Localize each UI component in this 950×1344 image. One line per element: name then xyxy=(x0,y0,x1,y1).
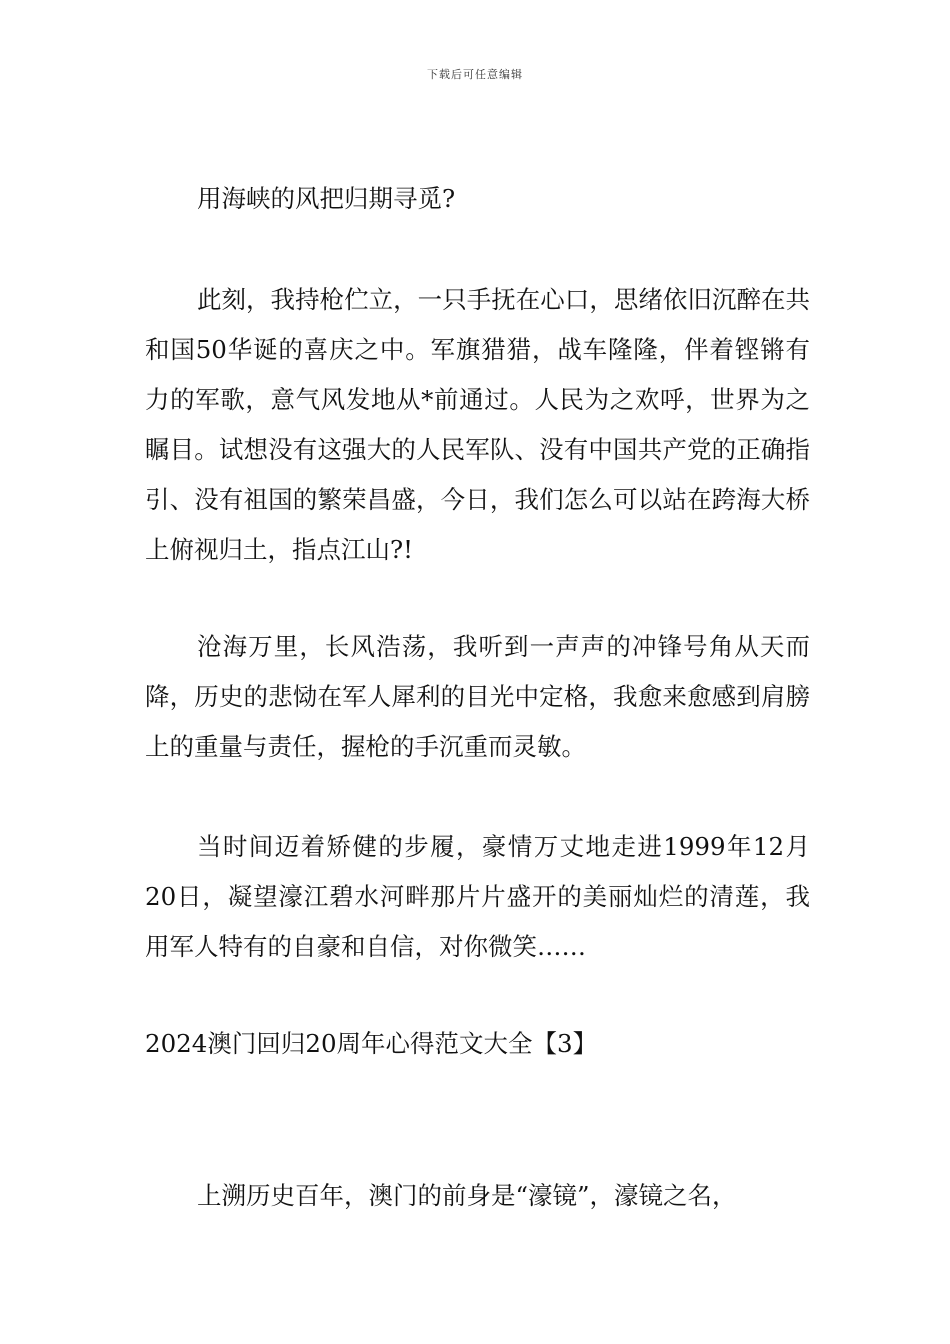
section-heading: 2024澳门回归20周年心得范文大全【3】 xyxy=(145,1029,598,1058)
header-note: 下载后可任意编辑 xyxy=(427,68,523,81)
paragraph-1: 用海峡的风把归期寻觅? xyxy=(197,184,456,213)
paragraph-3: 沧海万里，长风浩荡，我听到一声声的冲锋号角从天而降，历史的悲恸在军人犀利的目光中定格，我愈来愈感到肩膀上的重量与责任，握枪的手沉重而灵敏。 xyxy=(145,632,810,761)
paragraph-5: 上溯历史百年，澳门的前身是“濠镜”，濠镜之名， xyxy=(197,1181,737,1210)
paragraph-4: 当时间迈着矫健的步履，豪情万丈地走进1999年12月20日，凝望濠江碧水河畔那片片盛开的美丽灿烂的清莲，我用军人特有的自豪和自信，对你微笑…… xyxy=(145,832,810,961)
paragraph-2: 此刻，我持枪伫立，一只手抚在心口，思绪依旧沉醉在共和国50华诞的喜庆之中。军旗猎猎，战车隆隆，伴着铿锵有力的军歌，意气风发地从*前通过。人民为之欢呼，世界为之瞩目。试想没有这强大的人民军队、没有中国共产党的正确指引、没有祖国的繁荣昌盛，今日，我们怎么可以站在跨海大桥上俯视归土，指点江山?! xyxy=(145,285,810,564)
